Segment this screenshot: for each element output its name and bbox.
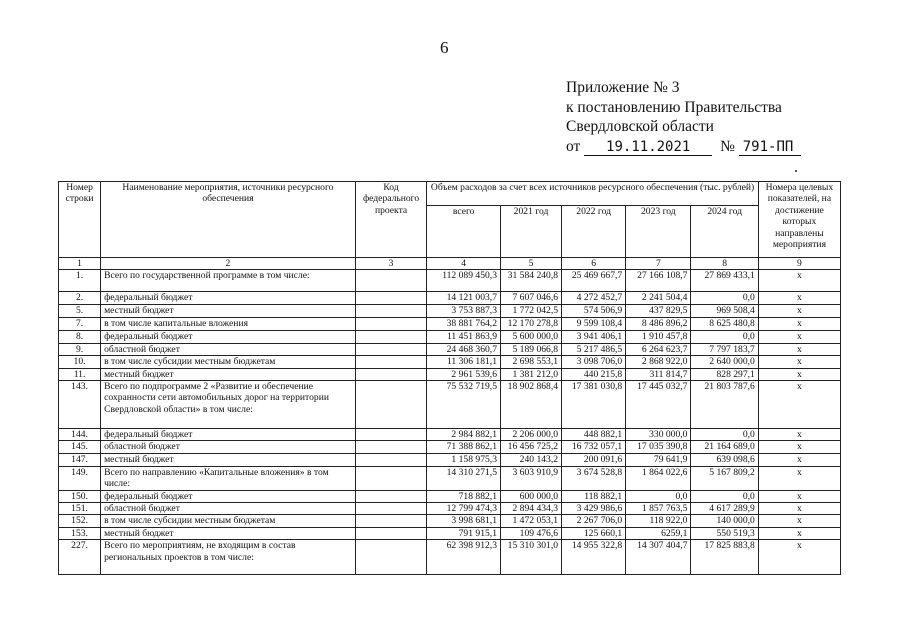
row-2024: 828 297,1 (691, 368, 758, 380)
row-name: местный бюджет (101, 368, 356, 380)
row-2021: 5 600 000,0 (501, 331, 562, 343)
row-2024: 4 617 289,9 (691, 503, 758, 515)
row-number: 151. (59, 503, 101, 515)
header-targets: Номера целевых показателей, на достижение которых направлены мероприятия (758, 182, 840, 258)
header-volume: Объем расходов за счет всех источников ресурсного обеспечения (тыс. рублей) (427, 182, 759, 206)
column-index: 1 (59, 258, 101, 270)
row-2023: 17 445 032,7 (626, 381, 691, 429)
header-row-no: Номер строки (59, 182, 101, 258)
row-total: 12 799 474,3 (427, 503, 501, 515)
row-number: 144. (59, 429, 101, 441)
row-name: Всего по подпрограмме 2 «Развитие и обеспечение сохранности сети автомобильных дорог на территории Свердловской области» в том числе: (101, 381, 356, 429)
table-row (59, 331, 841, 343)
row-name: федеральный бюджет (101, 429, 356, 441)
row-2023: 79 641,9 (626, 453, 691, 466)
row-number: 5. (59, 305, 101, 318)
row-2024: 0,0 (691, 429, 758, 441)
column-index: 6 (562, 258, 626, 270)
row-code (355, 356, 427, 368)
row-total: 11 306 181,1 (427, 356, 501, 368)
row-2024: 140 000,0 (691, 515, 758, 527)
row-2024: 21 164 689,0 (691, 441, 758, 453)
header-2021: 2021 год (501, 206, 562, 258)
column-index-row (59, 258, 841, 270)
row-2023: 8 486 896,2 (626, 318, 691, 331)
table-row (59, 343, 841, 355)
row-2024: 21 803 787,6 (691, 381, 758, 429)
row-total: 2 984 882,1 (427, 429, 501, 441)
from-label: от (566, 137, 581, 155)
appendix-block (566, 78, 801, 156)
row-2021: 109 476,6 (501, 527, 562, 539)
row-number: 150. (59, 490, 101, 502)
row-2023: 330 000,0 (626, 429, 691, 441)
row-2022: 574 506,9 (562, 305, 626, 318)
column-index: 4 (427, 258, 501, 270)
row-2023: 27 166 108,7 (626, 270, 691, 292)
row-number: 143. (59, 381, 101, 429)
row-code (355, 429, 427, 441)
row-2023: 17 035 390,8 (626, 441, 691, 453)
row-target: x (758, 540, 840, 575)
row-code (355, 343, 427, 355)
row-number: 10. (59, 356, 101, 368)
row-target: x (758, 453, 840, 466)
row-number: 147. (59, 453, 101, 466)
row-2023: 6 264 623,7 (626, 343, 691, 355)
row-2024: 969 508,4 (691, 305, 758, 318)
row-2023: 6259,1 (626, 527, 691, 539)
row-total: 11 451 863,9 (427, 331, 501, 343)
row-name: Всего по государственной программе в том числе: (101, 270, 356, 292)
header-total: всего (427, 206, 501, 258)
row-target: x (758, 305, 840, 318)
row-code (355, 381, 427, 429)
row-target: x (758, 515, 840, 527)
row-2021: 2 698 553,1 (501, 356, 562, 368)
row-number: 152. (59, 515, 101, 527)
table-row (59, 318, 841, 331)
row-2023: 1 857 763,5 (626, 503, 691, 515)
table-row (59, 270, 841, 292)
row-2022: 14 955 322,8 (562, 540, 626, 575)
row-2022: 4 272 452,7 (562, 292, 626, 305)
row-total: 62 398 912,3 (427, 540, 501, 575)
row-2024: 17 825 883,8 (691, 540, 758, 575)
row-name: областной бюджет (101, 343, 356, 355)
row-code (355, 318, 427, 331)
row-2024: 550 519,3 (691, 527, 758, 539)
row-number: 149. (59, 466, 101, 490)
row-2023: 1 910 457,8 (626, 331, 691, 343)
row-number: 2. (59, 292, 101, 305)
row-2022: 440 215,8 (562, 368, 626, 380)
header-2023: 2023 год (626, 206, 691, 258)
table-row (59, 503, 841, 515)
row-target: x (758, 490, 840, 502)
row-number: 227. (59, 540, 101, 575)
row-code (355, 503, 427, 515)
row-target: x (758, 356, 840, 368)
row-code (355, 368, 427, 380)
row-2024: 0,0 (691, 292, 758, 305)
row-code (355, 540, 427, 575)
header-code: Код федерального проекта (355, 182, 427, 258)
row-name: в том числе субсидии местным бюджетам (101, 515, 356, 527)
row-total: 38 881 764,2 (427, 318, 501, 331)
row-total: 1 158 975,3 (427, 453, 501, 466)
row-code (355, 331, 427, 343)
table-row (59, 429, 841, 441)
table-row (59, 515, 841, 527)
row-total: 718 882,1 (427, 490, 501, 502)
table-row (59, 381, 841, 429)
row-target: x (758, 429, 840, 441)
row-target: x (758, 270, 840, 292)
row-total: 2 961 539,6 (427, 368, 501, 380)
table-row (59, 356, 841, 368)
row-total: 3 998 681,1 (427, 515, 501, 527)
row-code (355, 515, 427, 527)
row-total: 3 753 887,3 (427, 305, 501, 318)
row-2022: 2 267 706,0 (562, 515, 626, 527)
row-2022: 125 660,1 (562, 527, 626, 539)
row-total: 14 310 271,5 (427, 466, 501, 490)
appendix-region: Свердловской области (566, 118, 714, 135)
row-2021: 5 189 066,8 (501, 343, 562, 355)
row-target: x (758, 343, 840, 355)
appendix-date-line (566, 137, 801, 157)
row-2021: 12 170 278,8 (501, 318, 562, 331)
row-code (355, 527, 427, 539)
column-index: 7 (626, 258, 691, 270)
row-number: 7. (59, 318, 101, 331)
row-2024: 27 869 433,1 (691, 270, 758, 292)
row-name: областной бюджет (101, 503, 356, 515)
row-target: x (758, 331, 840, 343)
stray-dot (795, 170, 797, 172)
row-name: областной бюджет (101, 441, 356, 453)
row-code (355, 292, 427, 305)
table-row (59, 368, 841, 380)
row-2023: 0,0 (626, 490, 691, 502)
row-2021: 600 000,0 (501, 490, 562, 502)
row-2021: 7 607 046,6 (501, 292, 562, 305)
appendix-title: Приложение № 3 (566, 79, 680, 96)
resolution-date: 19.11.2021 (584, 139, 712, 156)
row-2021: 16 456 725,2 (501, 441, 562, 453)
row-total: 24 468 360,7 (427, 343, 501, 355)
row-total: 14 121 003,7 (427, 292, 501, 305)
row-target: x (758, 527, 840, 539)
row-target: x (758, 466, 840, 490)
table-row (59, 305, 841, 318)
table-row (59, 453, 841, 466)
row-name: федеральный бюджет (101, 331, 356, 343)
row-name: Всего по направлению «Капитальные вложения» в том числе: (101, 466, 356, 490)
row-name: в том числе субсидии местным бюджетам (101, 356, 356, 368)
row-total: 112 089 450,3 (427, 270, 501, 292)
row-2021: 31 584 240,8 (501, 270, 562, 292)
row-number: 9. (59, 343, 101, 355)
row-2024: 8 625 480,8 (691, 318, 758, 331)
table-row (59, 490, 841, 502)
row-2023: 437 829,5 (626, 305, 691, 318)
row-name: федеральный бюджет (101, 292, 356, 305)
appendix-resolution: к постановлению Правительства (566, 98, 782, 116)
row-total: 791 915,1 (427, 527, 501, 539)
column-index: 8 (691, 258, 758, 270)
row-name: местный бюджет (101, 305, 356, 318)
header-2022: 2022 год (562, 206, 626, 258)
header-2024: 2024 год (691, 206, 758, 258)
row-name: Всего по мероприятиям, не входящим в состав региональных проектов в том числе: (101, 540, 356, 575)
row-total: 75 532 719,5 (427, 381, 501, 429)
row-code (355, 270, 427, 292)
row-target: x (758, 292, 840, 305)
row-2022: 9 599 108,4 (562, 318, 626, 331)
row-2023: 14 307 404,7 (626, 540, 691, 575)
row-number: 11. (59, 368, 101, 380)
row-target: x (758, 503, 840, 515)
row-2021: 3 603 910,9 (501, 466, 562, 490)
resolution-number: 791-ПП (739, 139, 801, 156)
row-2022: 3 098 706,0 (562, 356, 626, 368)
row-2023: 2 241 504,4 (626, 292, 691, 305)
row-2022: 25 469 667,7 (562, 270, 626, 292)
row-2021: 1 472 053,1 (501, 515, 562, 527)
row-2022: 3 941 406,1 (562, 331, 626, 343)
row-2024: 2 640 000,0 (691, 356, 758, 368)
number-label: № (720, 137, 735, 155)
row-2022: 17 381 030,8 (562, 381, 626, 429)
row-name: в том числе капитальные вложения (101, 318, 356, 331)
row-2023: 2 868 922,0 (626, 356, 691, 368)
row-number: 153. (59, 527, 101, 539)
row-2021: 15 310 301,0 (501, 540, 562, 575)
column-index: 5 (501, 258, 562, 270)
row-2021: 1 772 042,5 (501, 305, 562, 318)
row-2024: 7 797 183,7 (691, 343, 758, 355)
row-2023: 311 814,7 (626, 368, 691, 380)
row-2024: 0,0 (691, 490, 758, 502)
row-code (355, 453, 427, 466)
row-2022: 5 217 486,5 (562, 343, 626, 355)
row-2022: 448 882,1 (562, 429, 626, 441)
row-2023: 118 922,0 (626, 515, 691, 527)
row-code (355, 466, 427, 490)
row-2021: 2 206 000,0 (501, 429, 562, 441)
row-2023: 1 864 022,6 (626, 466, 691, 490)
row-2024: 639 098,6 (691, 453, 758, 466)
row-name: федеральный бюджет (101, 490, 356, 502)
row-2021: 1 381 212,0 (501, 368, 562, 380)
row-code (355, 441, 427, 453)
header-name: Наименование мероприятия, источники ресурсного обеспечения (101, 182, 356, 258)
table-row (59, 527, 841, 539)
row-2021: 240 143,2 (501, 453, 562, 466)
row-number: 8. (59, 331, 101, 343)
row-number: 1. (59, 270, 101, 292)
row-2021: 18 902 868,4 (501, 381, 562, 429)
row-target: x (758, 441, 840, 453)
column-index: 9 (758, 258, 840, 270)
expense-table (58, 181, 841, 575)
row-name: местный бюджет (101, 453, 356, 466)
row-code (355, 305, 427, 318)
table-row (59, 292, 841, 305)
column-index: 2 (101, 258, 356, 270)
table-row (59, 441, 841, 453)
row-code (355, 490, 427, 502)
row-target: x (758, 381, 840, 429)
row-2022: 118 882,1 (562, 490, 626, 502)
column-index: 3 (355, 258, 427, 270)
row-target: x (758, 368, 840, 380)
row-2022: 3 674 528,8 (562, 466, 626, 490)
row-number: 145. (59, 441, 101, 453)
row-2022: 200 091,6 (562, 453, 626, 466)
row-2021: 2 894 434,3 (501, 503, 562, 515)
row-2022: 16 732 057,1 (562, 441, 626, 453)
row-name: местный бюджет (101, 527, 356, 539)
table-row (59, 540, 841, 575)
row-2024: 0,0 (691, 331, 758, 343)
row-total: 71 388 862,1 (427, 441, 501, 453)
row-2024: 5 167 809,2 (691, 466, 758, 490)
page-number: 6 (440, 38, 449, 57)
row-target: x (758, 318, 840, 331)
table-row (59, 466, 841, 490)
row-2022: 3 429 986,6 (562, 503, 626, 515)
